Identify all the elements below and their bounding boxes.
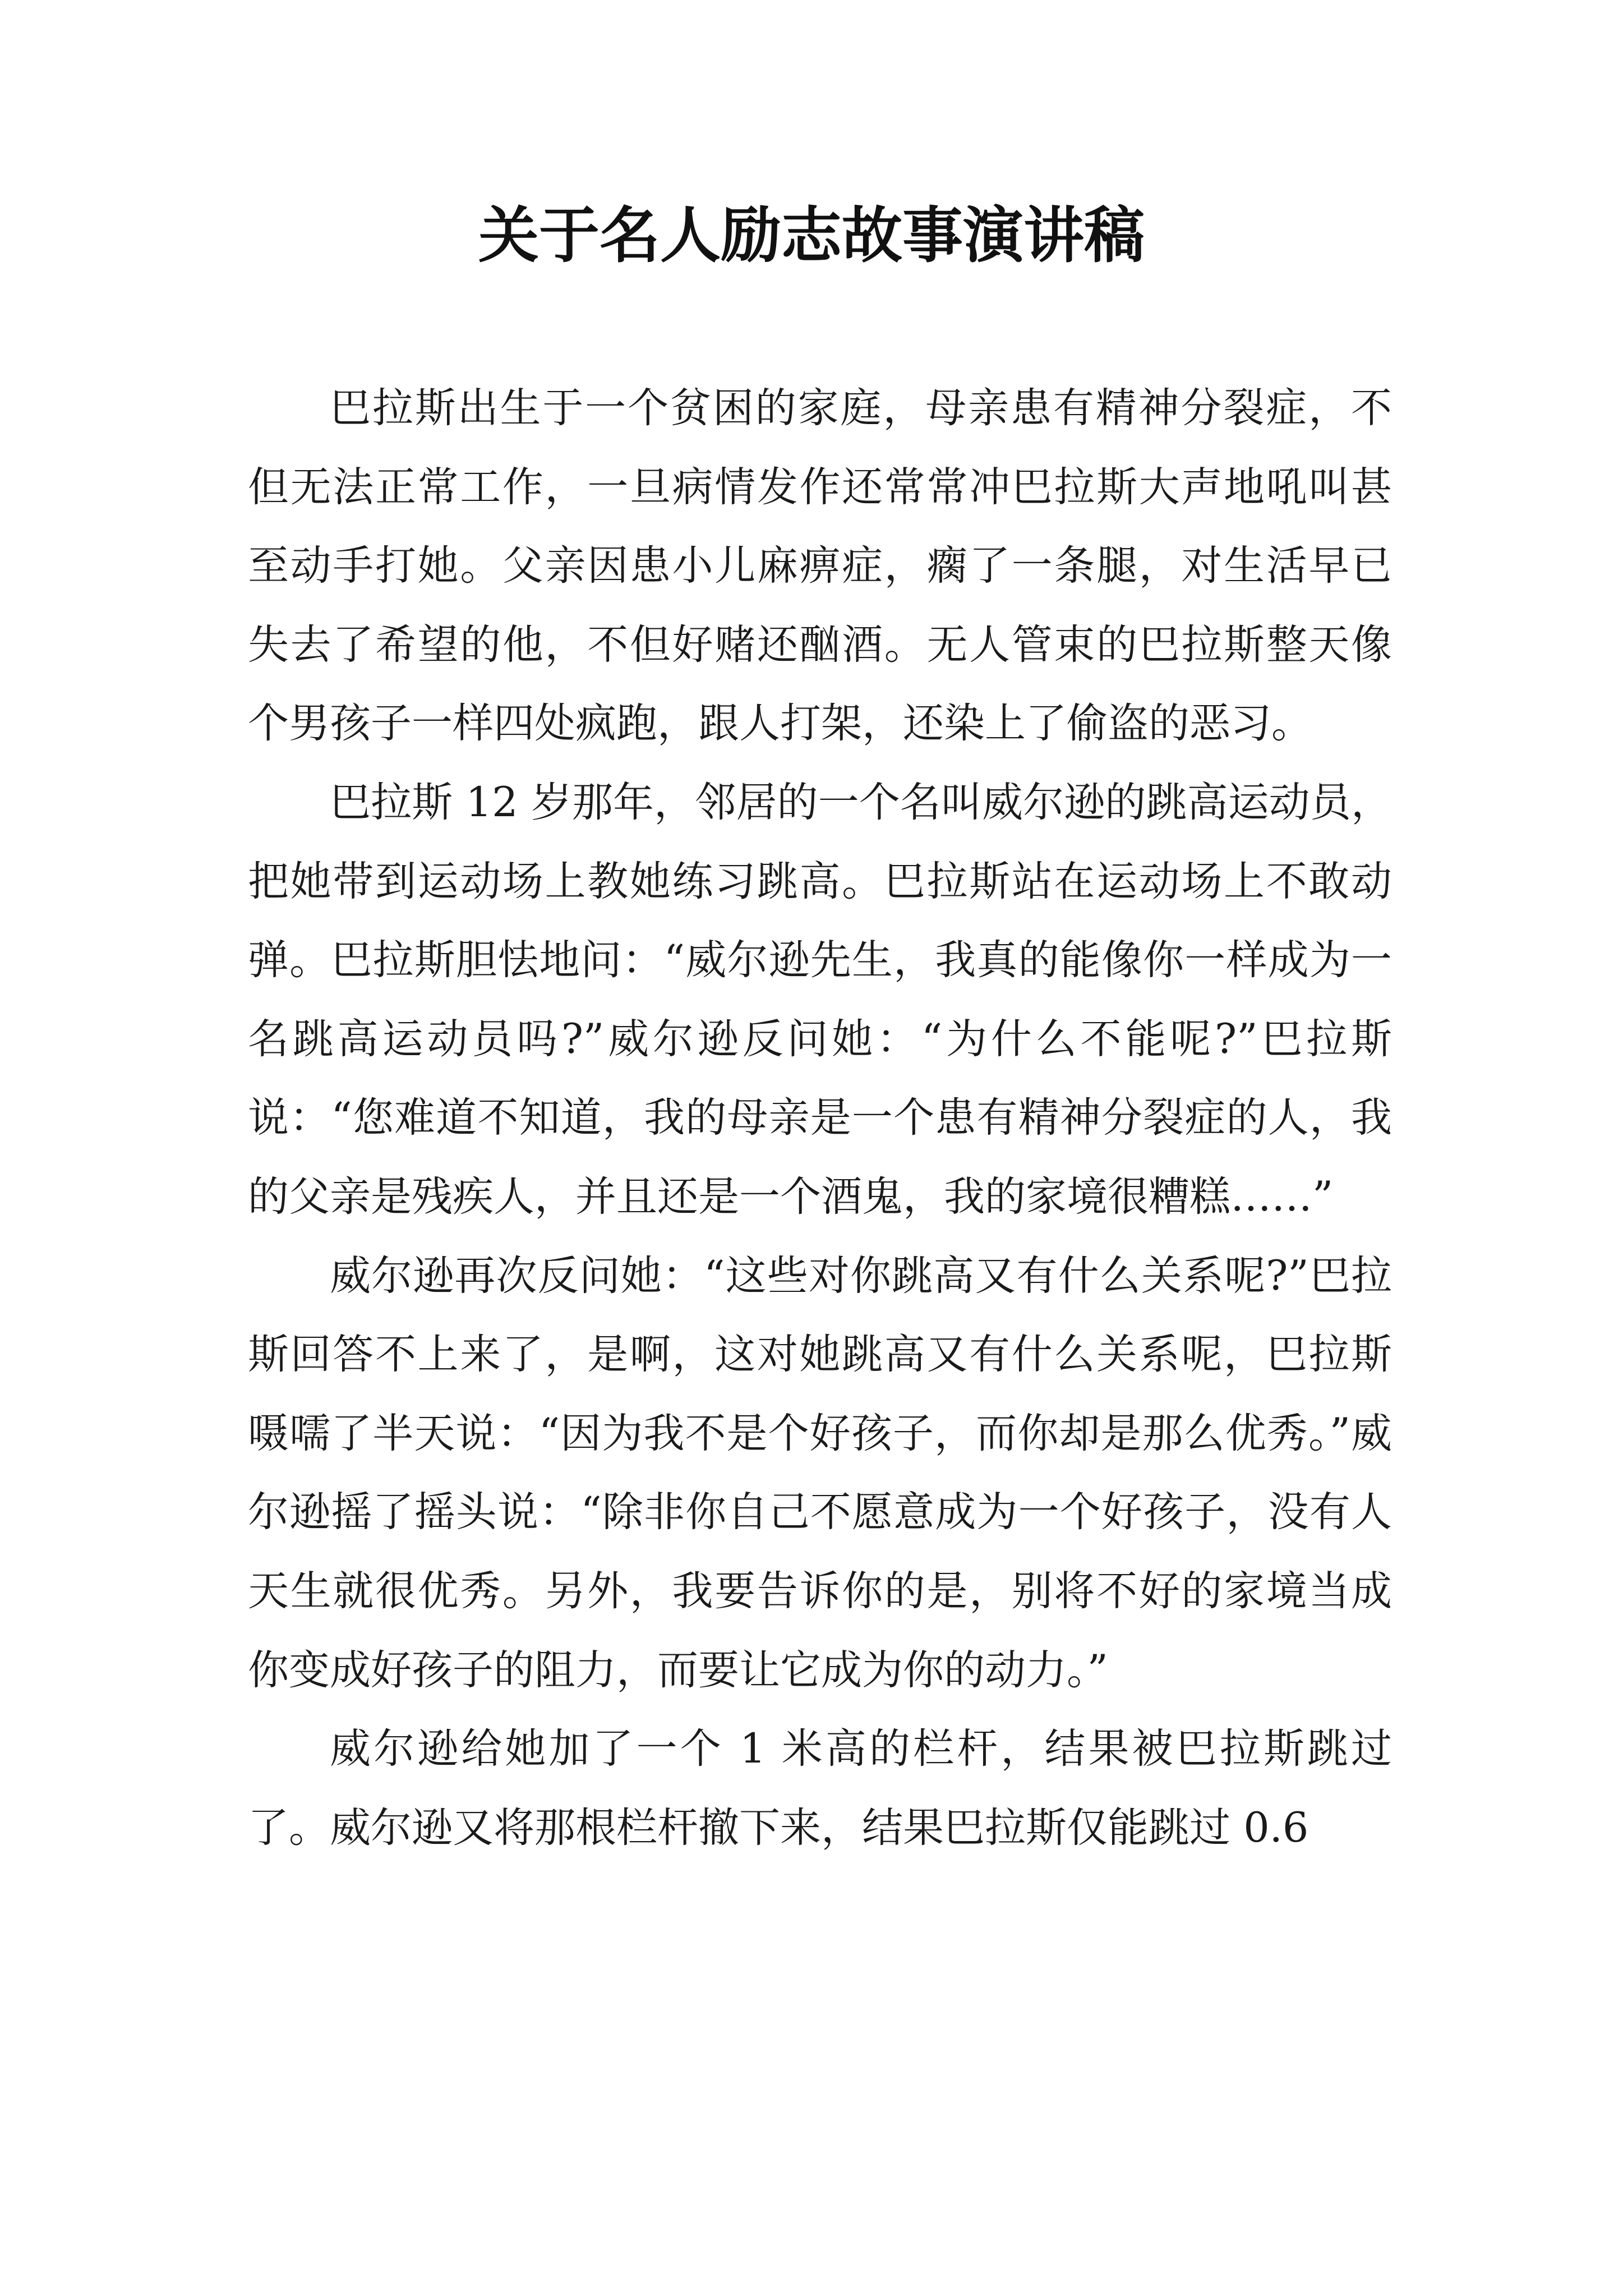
paragraph: 巴拉斯出生于一个贫困的家庭，母亲患有精神分裂症，不但无法正常工作，一旦病情发作还常常冲巴拉斯大声地吼叫甚至动手打她。父亲因患小儿麻痹症，瘸了一条腿，对生活早已失去了希望的他，不但好赌还酗酒。无人管束的巴拉斯整天像个男孩子一样四处疯跑，跟人打架，还染上了偷盗的恶习。 bbox=[248, 384, 1392, 748]
paragraph: 威尔逊给她加了一个 1 米高的栏杆，结果被巴拉斯跳过了。威尔逊又将那根栏杆撤下来，结果巴拉斯仅能跳过 0.6 bbox=[248, 1725, 1392, 1852]
document-title: 关于名人励志故事演讲稿 bbox=[478, 200, 1145, 271]
paragraph: 巴拉斯 12 岁那年，邻居的一个名叫威尔逊的跳高运动员，把她带到运动场上教她练习跳高。巴拉斯站在运动场上不敢动弹。巴拉斯胆怯地问：“威尔逊先生，我真的能像你一样成为一名跳高运动员吗?”威尔逊反问她：“为什么不能呢?”巴拉斯说：“您难道不知道，我的母亲是一个患有精神分裂症的人，我的父亲是残疾人，并且还是一个酒鬼，我的家境很糟糕……” bbox=[248, 778, 1392, 1221]
document-body bbox=[248, 369, 1392, 1867]
paragraph: 威尔逊再次反问她：“这些对你跳高又有什么关系呢?”巴拉斯回答不上来了，是啊，这对她跳高又有什么关系呢，巴拉斯嗫嚅了半天说：“因为我不是个好孩子，而你却是那么优秀。”威尔逊摇了摇头说：“除非你自己不愿意成为一个好孩子，没有人天生就很优秀。另外，我要告诉你的是，别将不好的家境当成你变成好孩子的阻力，而要让它成为你的动力。” bbox=[248, 1251, 1392, 1694]
